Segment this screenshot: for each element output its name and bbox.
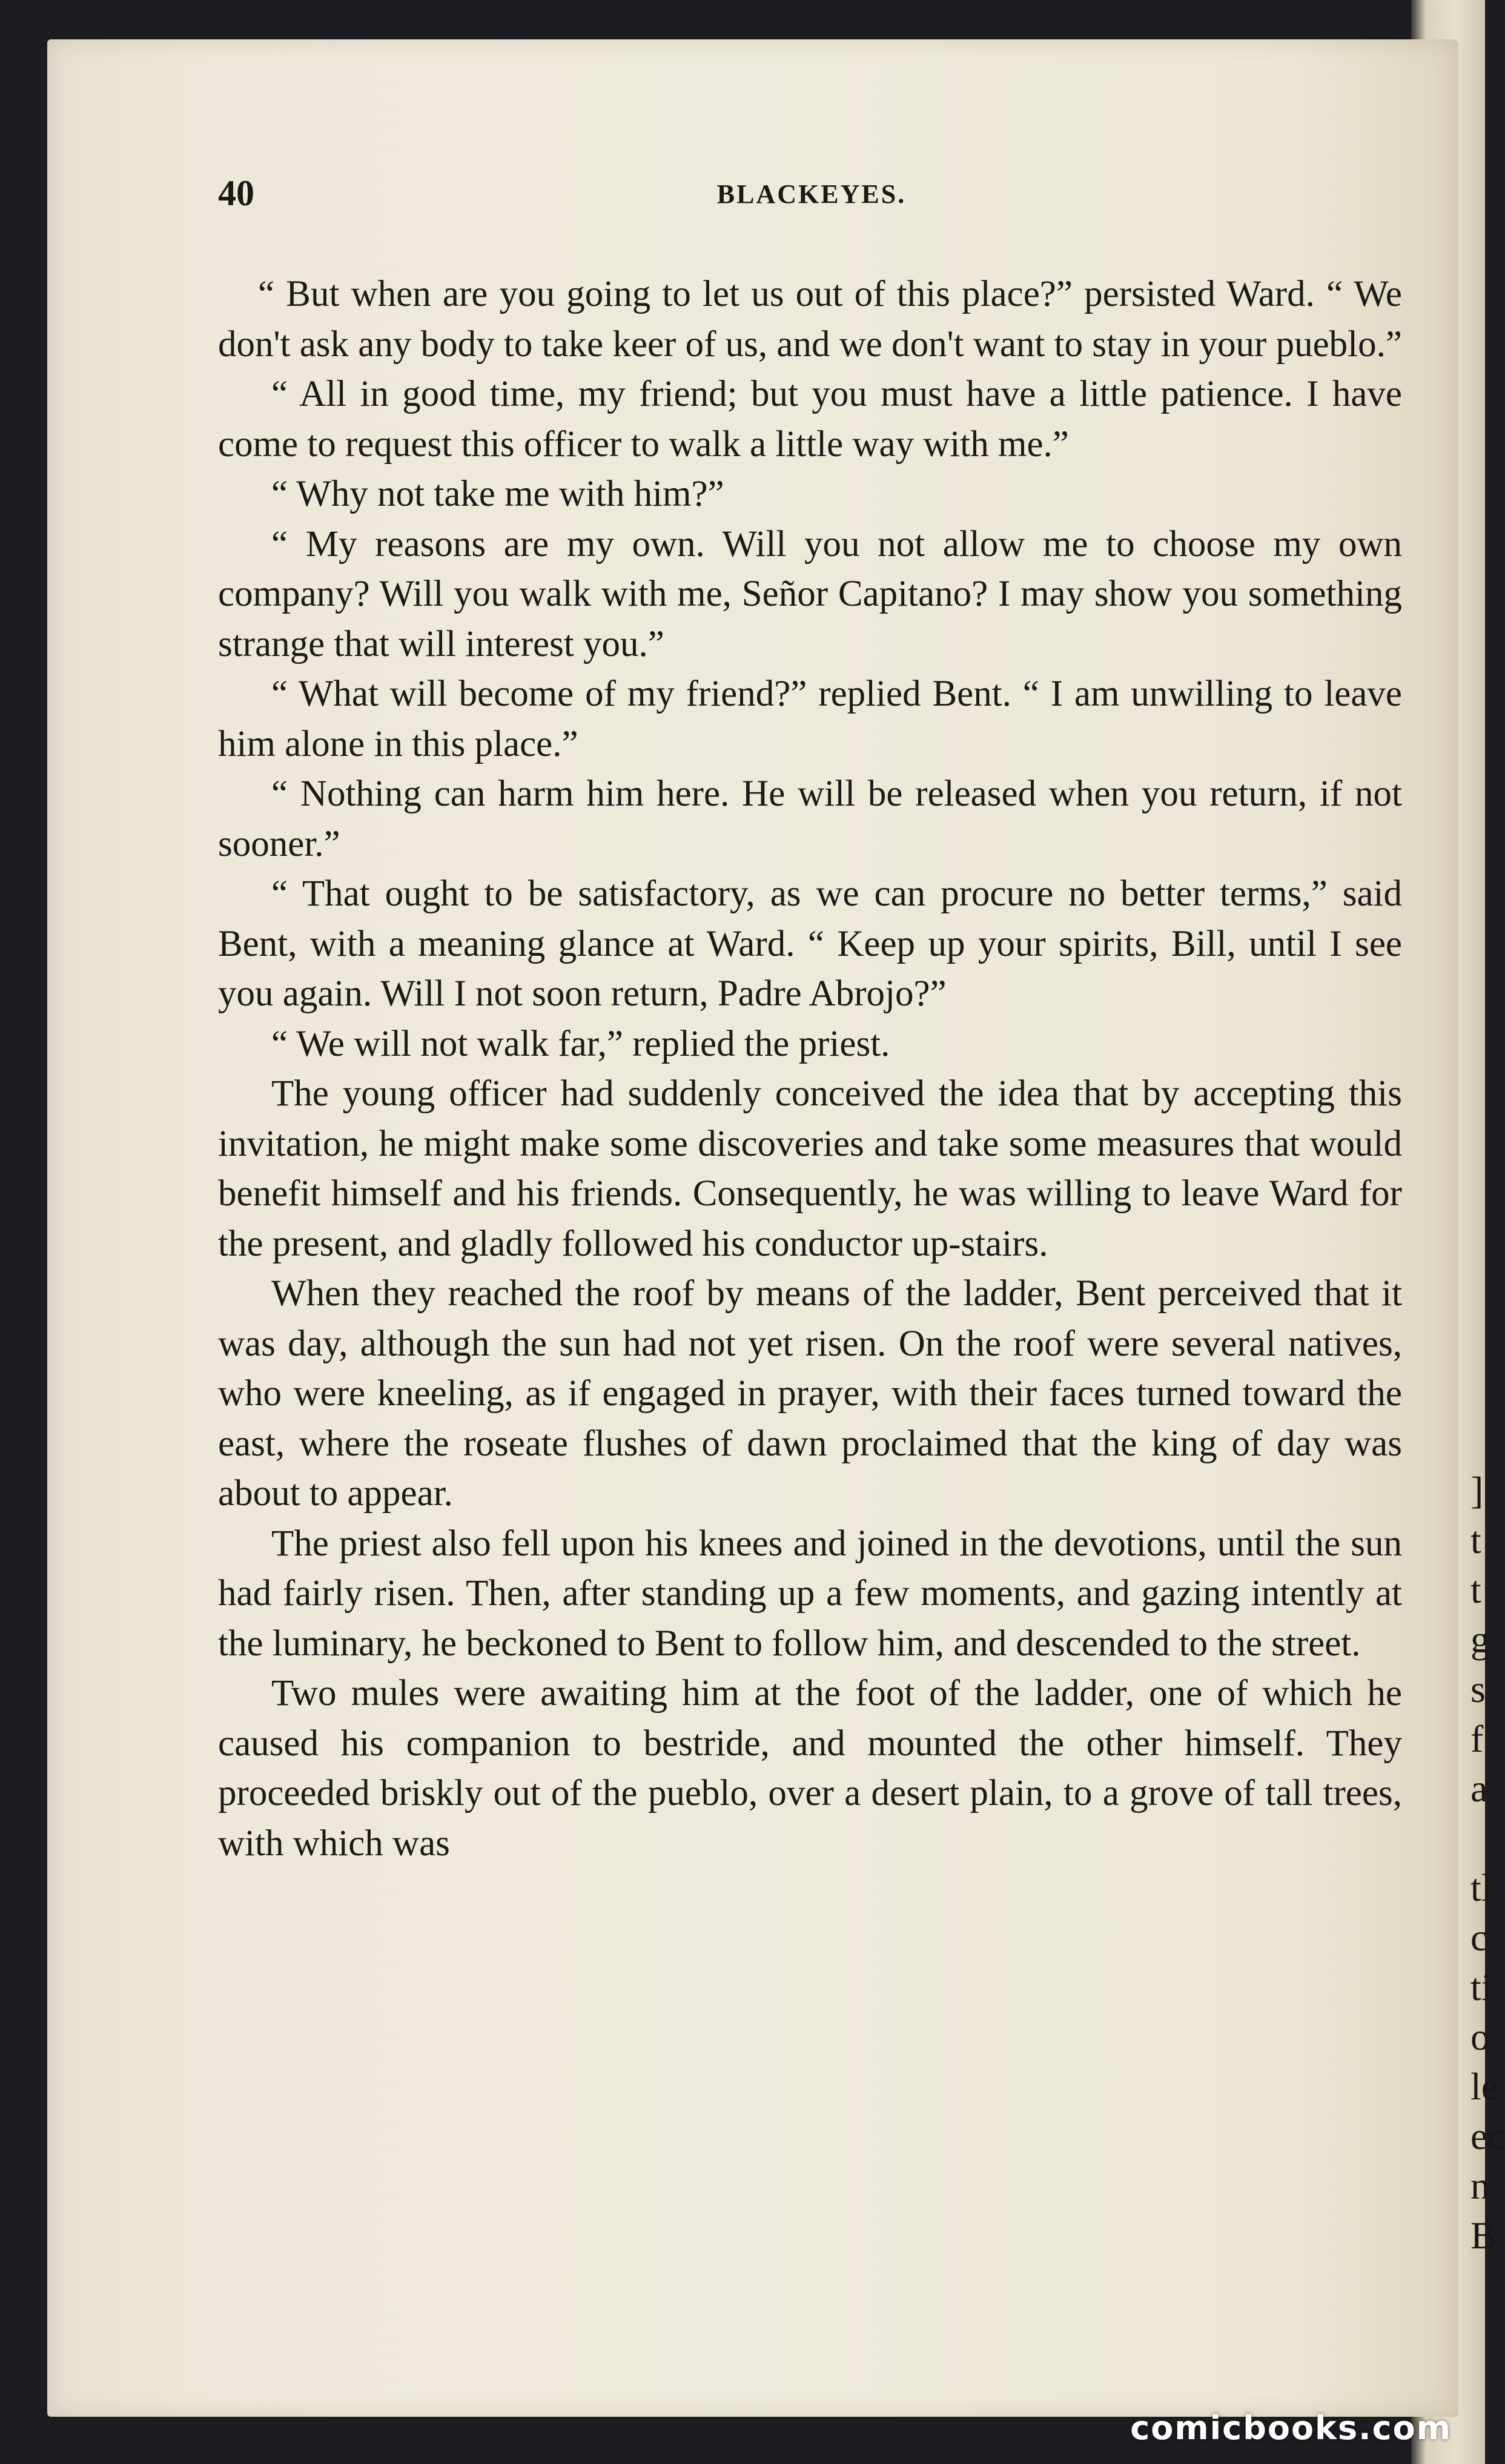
paragraph: The priest also fell upon his knees and joined in the devotions, until the sun had fairly risen. Then, after standing up a few moments, and gazing intently at the luminary, he beckoned to Bent to follow him, and descended to the street. [218,1523,1402,1664]
paragraph: “ Nothing can harm him here. He will be released when you return, if not sooner.” [218,773,1402,864]
paragraph: “ That ought to be satisfactory, as we can procure no better terms,” said Bent, with a meaning glance at Ward. “ Keep up your spirits, Bill, until I see you again. Will I not soon return, Padre Abrojo?” [218,873,1402,1014]
adjacent-page-char: n [1470,2164,1490,2207]
paragraph: Two mules were awaiting him at the foot of the ladder, one of which he caused his companion to bestride, and mounted the other himself. They proceeded briskly out of the pueblo, over a desert plain, to a grove of tall trees, with which was [218,1673,1402,1864]
adjacent-page-char: tl [1470,1866,1492,1909]
adjacent-page-char: c [1470,1916,1488,1959]
adjacent-page-char: a [1470,1767,1488,1810]
adjacent-page-char: le [1470,2065,1499,2108]
adjacent-page-text [1470,1466,1505,2260]
adjacent-page-char [1470,1813,1485,1863]
paragraph: “ Why not take me with him?” [271,474,724,514]
adjacent-page-char: g [1470,1618,1490,1661]
paragraph: “ But when are you going to let us out of this place?” persisted Ward. “ We don't ask any body to take keer of us, and we don't want to stay in your pueblo.” [218,274,1402,365]
paragraph: “ My reasons are my own. Will you not allow me to choose my own company? Will you walk with me, Señor Capitano? I may show you something strange that will interest you.” [218,523,1402,664]
adjacent-page-char: s [1470,1668,1486,1711]
paragraph: “ What will become of my friend?” replied Bent. “ I am unwilling to leave him alone in this place.” [218,674,1402,764]
paragraph: “ All in good time, my friend; but you must have a little patience. I have come to request this officer to walk a little way with me.” [218,374,1402,465]
running-title: BLACKEYES. [716,179,907,209]
adjacent-page-char: ec [1470,2115,1505,2158]
adjacent-page-char: ti [1470,1966,1492,2009]
adjacent-page-char: ] [1470,1469,1484,1512]
paragraph: When they reached the roof by means of the ladder, Bent perceived that it was day, although the sun had not yet risen. On the roof were several natives, who were kneeling, as if engaged in prayer, with their faces turned toward the east, where the roseate flushes of dawn proclaimed that the king of day was about to appear. [218,1273,1402,1514]
watermark: comicbooks.com [1130,2409,1452,2447]
adjacent-page-char: B [1470,2214,1497,2257]
page-number: 40 [218,173,254,213]
adjacent-page-char: t [1470,1568,1481,1611]
paragraph: “ We will not walk far,” replied the priest. [271,1023,890,1064]
paragraph: The young officer had suddenly conceived the idea that by accepting this invitation, he might make some discoveries and take some measures that would benefit himself and his friends. Consequently, he was willing to leave Ward for the present, and gladly followed his conductor up-stairs. [218,1073,1402,1264]
adjacent-page-char: o [1470,2015,1490,2058]
body-text [218,270,1402,1869]
adjacent-page-char: f [1470,1717,1484,1760]
page-header [218,173,1405,221]
adjacent-page-char: t [1470,1518,1481,1562]
